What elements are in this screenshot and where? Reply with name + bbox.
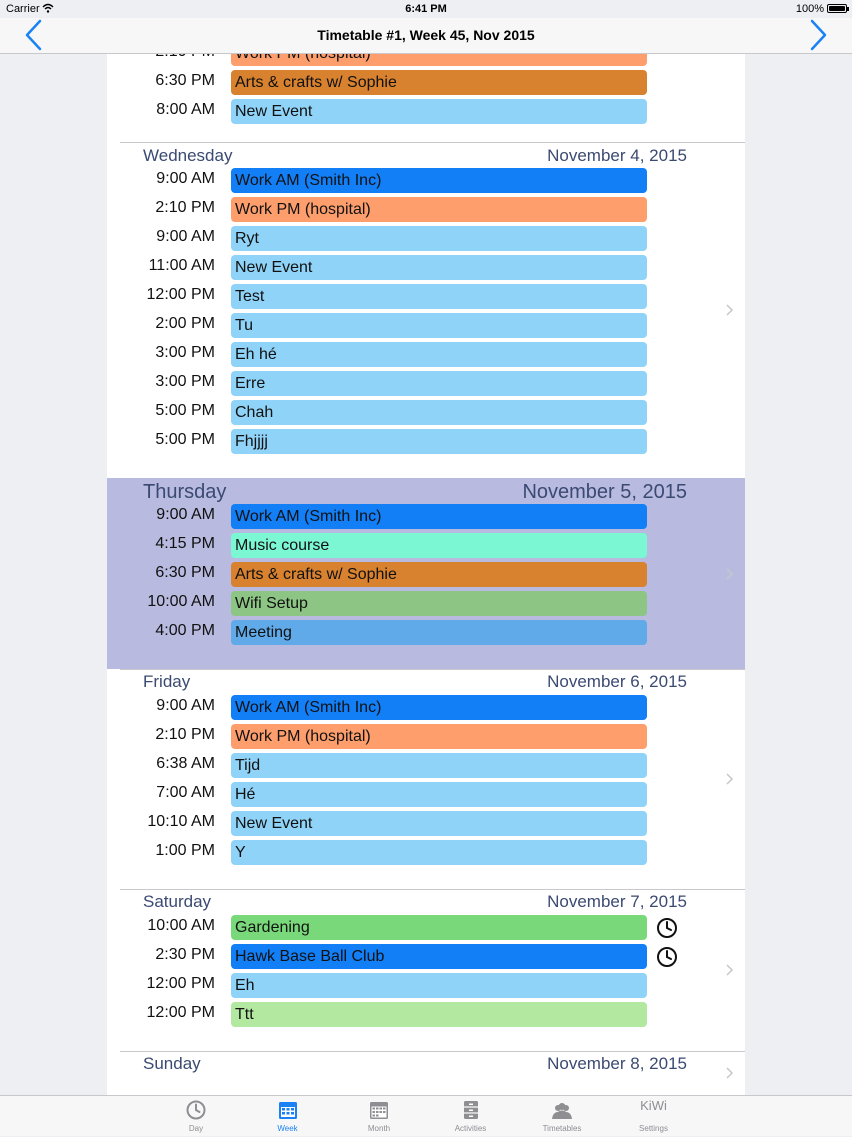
day-section[interactable] [107,1051,745,1095]
event-row[interactable] [107,560,745,589]
tab-month[interactable] [333,1096,425,1137]
tab-label: Month [367,1124,391,1133]
drawer-icon [461,1100,481,1120]
navigation-bar [0,18,852,54]
day-date: November 6, 2015 [547,672,687,691]
event-time: 11:00 AM [148,257,215,274]
event-time: 7:00 AM [156,784,215,801]
event-row[interactable] [107,502,745,531]
event-row[interactable] [107,398,745,427]
event-time: 2:30 PM [155,946,215,963]
event-title[interactable]: Music course [231,533,647,558]
event-title[interactable]: Work AM (Smith Inc) [231,695,647,720]
event-row[interactable] [107,282,745,311]
event-row[interactable] [107,427,745,456]
day-name: Friday [143,672,191,691]
event-title[interactable]: Arts & crafts w/ Sophie [231,70,647,95]
event-title[interactable]: Tijd [231,753,647,778]
event-time: 6:30 PM [155,72,215,89]
event-title[interactable]: New Event [231,99,647,124]
event-title[interactable]: Erre [231,371,647,396]
event-time: 3:00 PM [155,344,215,361]
day-date: November 5, 2015 [522,481,687,503]
calendar-week-icon [278,1100,298,1120]
status-bar [0,0,852,18]
tab-bar [0,1095,852,1136]
day-section[interactable] [107,478,745,669]
event-row[interactable] [107,166,745,195]
event-title[interactable]: Work AM (Smith Inc) [231,168,647,193]
event-row[interactable] [107,971,745,1000]
event-time: 2:10 PM [155,726,215,743]
event-title[interactable]: New Event [231,811,647,836]
chevron-right-icon [725,772,735,786]
day-section[interactable] [107,669,745,889]
calendar-month-icon [369,1100,389,1120]
tab-label: Settings [639,1124,668,1133]
day-date: November 7, 2015 [547,892,687,911]
event-title[interactable]: Y [231,840,647,865]
tab-label: Timetables [542,1124,582,1133]
event-row[interactable] [107,224,745,253]
event-time: 6:30 PM [155,564,215,581]
event-title[interactable]: Eh hé [231,342,647,367]
event-row[interactable] [107,68,745,97]
day-name: Sunday [143,1054,201,1073]
event-time: 4:00 PM [155,622,215,639]
event-row[interactable] [107,618,745,647]
event-row[interactable] [107,693,745,722]
tab-label: Day [188,1124,204,1133]
event-row[interactable] [107,589,745,618]
event-time: 9:00 AM [156,170,215,187]
day-date: November 4, 2015 [547,146,687,165]
event-row[interactable] [107,942,745,971]
event-row[interactable] [107,751,745,780]
clock-icon [186,1100,206,1120]
event-time: 10:00 AM [147,917,215,934]
chevron-right-icon [725,303,735,317]
event-title[interactable]: Wifi Setup [231,591,647,616]
event-row[interactable] [107,195,745,224]
week-list[interactable] [107,54,745,1095]
event-time: 1:00 PM [155,842,215,859]
people-icon [552,1100,572,1120]
event-time: 6:38 AM [156,755,215,772]
event-row[interactable] [107,369,745,398]
tab-week[interactable] [242,1096,334,1137]
next-week-button[interactable] [796,18,836,52]
page-title: Timetable #1, Week 45, Nov 2015 [317,27,535,43]
event-row[interactable] [107,809,745,838]
event-row[interactable] [107,340,745,369]
event-time: 2:00 PM [155,315,215,332]
event-title[interactable]: Eh [231,973,647,998]
tab-settings[interactable] [608,1096,700,1137]
event-time: 9:00 AM [156,697,215,714]
event-time: 12:00 PM [146,975,215,992]
alarm-clock-icon [656,917,678,939]
event-time: 9:00 AM [156,506,215,523]
event-time: 5:00 PM [155,402,215,419]
event-title[interactable]: Work PM (hospital) [231,724,647,749]
event-title[interactable]: Meeting [231,620,647,645]
section-divider [120,142,745,143]
section-divider [120,1051,745,1052]
event-title[interactable]: Test [231,284,647,309]
day-date: November 8, 2015 [547,1054,687,1073]
event-title[interactable]: Ttt [231,1002,647,1027]
event-time: 12:00 PM [146,286,215,303]
day-section[interactable] [107,889,745,1051]
event-row[interactable] [107,253,745,282]
event-row[interactable] [107,780,745,809]
event-row[interactable] [107,531,745,560]
chevron-right-icon [725,567,735,581]
day-section[interactable] [107,39,745,142]
tab-timetables[interactable] [516,1096,608,1137]
section-divider [120,669,745,670]
chevron-right-icon [725,1066,735,1080]
tab-activities[interactable] [425,1096,517,1137]
carrier-label: Carrier [6,3,40,15]
event-title[interactable]: Hawk Base Ball Club [231,944,647,969]
event-time: 10:10 AM [147,813,215,830]
event-row[interactable] [107,838,745,867]
event-title[interactable]: Work AM (Smith Inc) [231,504,647,529]
event-time: 2:10 PM [155,199,215,216]
event-row[interactable] [107,913,745,942]
event-time: 9:00 AM [156,228,215,245]
battery-percent: 100% [795,3,824,15]
event-title[interactable]: Work PM (hospital) [231,197,647,222]
status-time: 6:41 PM [405,3,447,15]
day-section[interactable] [107,142,745,478]
event-title[interactable]: Chah [231,400,647,425]
tab-label: Week [277,1124,298,1133]
event-title[interactable]: Ryt [231,226,647,251]
event-time: 3:00 PM [155,373,215,390]
kiwi-icon: KiWi [640,1098,667,1113]
event-title[interactable]: Gardening [231,915,647,940]
event-time: 10:00 AM [147,593,215,610]
day-name: Thursday [143,481,227,503]
event-title[interactable]: New Event [231,255,647,280]
event-title[interactable]: Fhjjjj [231,429,647,454]
event-time: 12:00 PM [146,1004,215,1021]
tab-day[interactable] [150,1096,242,1137]
chevron-right-icon [725,963,735,977]
event-time: 5:00 PM [155,431,215,448]
day-name: Saturday [143,892,212,911]
day-name: Wednesday [143,146,233,165]
battery-icon [827,4,847,13]
section-divider [120,889,745,890]
alarm-clock-icon [656,946,678,968]
event-row[interactable] [107,311,745,340]
event-row[interactable] [107,97,745,126]
event-title[interactable]: Arts & crafts w/ Sophie [231,562,647,587]
event-title[interactable]: Tu [231,313,647,338]
tab-label: Activities [454,1124,487,1133]
event-time: 4:15 PM [155,535,215,552]
event-title[interactable]: Hé [231,782,647,807]
event-row[interactable] [107,722,745,751]
event-time: 8:00 AM [156,101,215,118]
event-row[interactable] [107,1000,745,1029]
